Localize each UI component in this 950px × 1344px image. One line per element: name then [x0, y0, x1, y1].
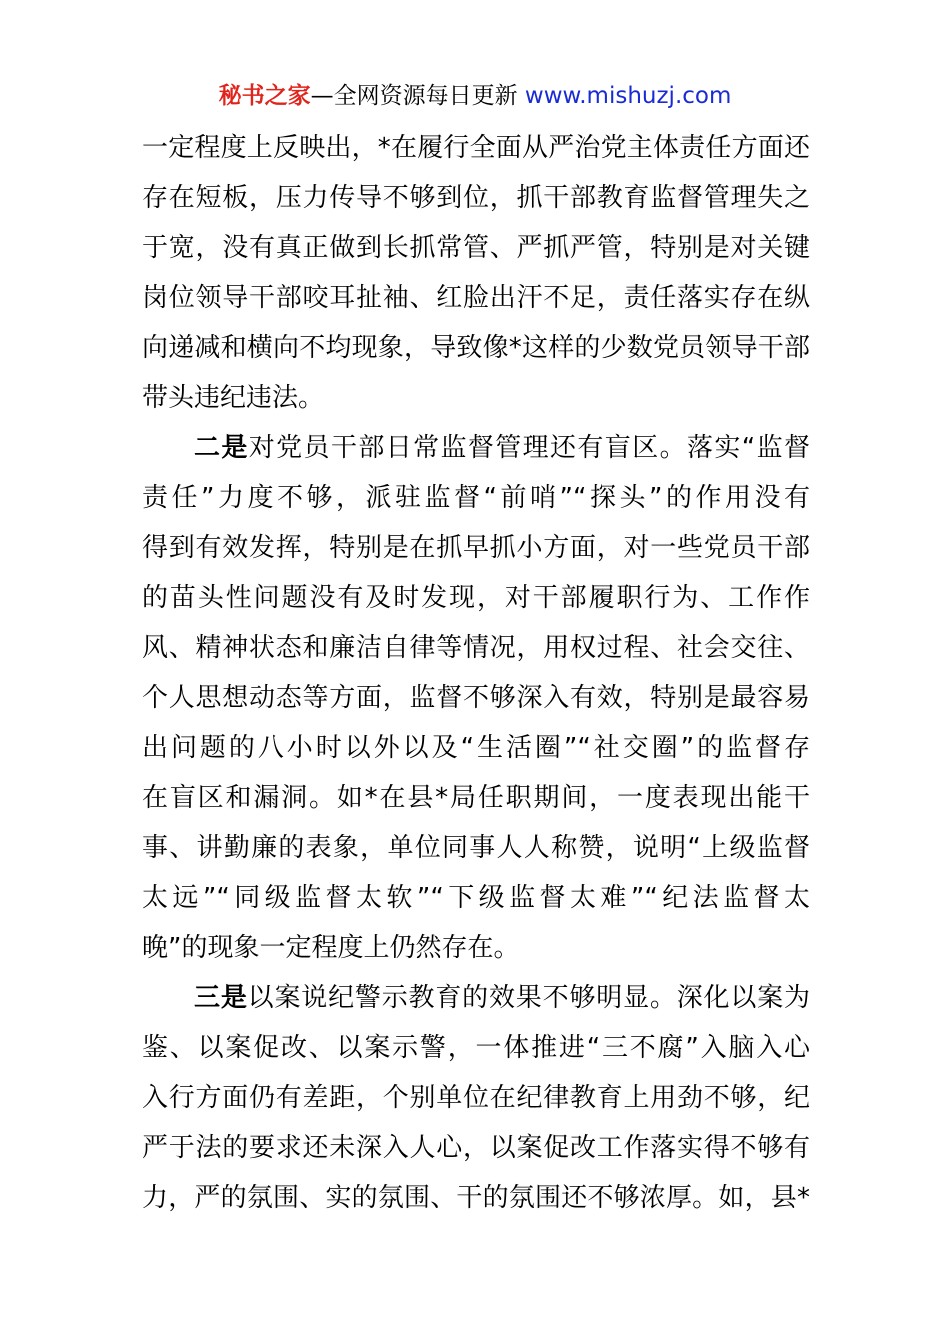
paragraph-2-line-4: 的苗头性问题没有及时发现，对干部履职行为、工作作	[142, 583, 810, 613]
paragraph-1-line-2: 存在短板，压力传导不够到位，抓干部教育监督管理失之	[142, 183, 810, 213]
paragraph-2-line-1	[142, 423, 810, 473]
paragraph-1-line-3: 于宽，没有真正做到长抓常管、严抓严管，特别是对关键	[142, 233, 810, 263]
paragraph-2-first-rest: 对党员干部日常监督管理还有盲区。落实“监督	[248, 433, 810, 463]
document-body	[142, 123, 810, 1223]
paragraph-1-line-1: 一定程度上反映出，*在履行全面从严治党主体责任方面还	[142, 133, 810, 163]
paragraph-3-line-4: 严于法的要求还未深入人心，以案促改工作落实得不够有	[142, 1133, 810, 1163]
header-brand: 秘书之家	[218, 83, 311, 109]
paragraph-1-line-4: 岗位领导干部咬耳扯袖、红脸出汗不足，责任落实存在纵	[142, 283, 810, 313]
paragraph-3-line-2: 鉴、以案促改、以案示警，一体推进“三不腐”入脑入心	[142, 1033, 810, 1063]
paragraph-3-line-3: 入行方面仍有差距，个别单位在纪律教育上用劲不够，纪	[142, 1083, 810, 1113]
paragraph-3-line-5: 力，严的氛围、实的氛围、干的氛围还不够浓厚。如，县*	[142, 1183, 810, 1213]
header-slogan: —全网资源每日更新	[310, 83, 518, 109]
page-header	[0, 80, 950, 112]
paragraph-2-line-2: 责任”力度不够，派驻监督“前哨”“探头”的作用没有	[142, 483, 810, 513]
paragraph-2-line-9: 事、讲勤廉的表象，单位同事人人称赞，说明“上级监督	[142, 833, 810, 863]
paragraph-3-line-1	[142, 973, 810, 1023]
paragraph-2-line-7: 出问题的八小时以外以及“生活圈”“社交圈”的监督存	[142, 733, 810, 763]
paragraph-1-line-6: 带头违纪违法。	[142, 383, 325, 413]
paragraph-2-line-10: 太远”“同级监督太软”“下级监督太难”“纪法监督太	[142, 883, 810, 913]
paragraph-2-line-11: 晚”的现象一定程度上仍然存在。	[142, 933, 520, 963]
header-url-link[interactable]: www.mishuzj.com	[524, 83, 732, 109]
paragraph-2-line-3: 得到有效发挥，特别是在抓早抓小方面，对一些党员干部	[142, 533, 810, 563]
paragraph-2-lead: 二是	[194, 433, 249, 463]
paragraph-3-first-rest: 以案说纪警示教育的效果不够明显。深化以案为	[247, 983, 810, 1013]
paragraph-2-line-8: 在盲区和漏洞。如*在县*局任职期间，一度表现出能干	[142, 783, 810, 813]
paragraph-2-line-6: 个人思想动态等方面，监督不够深入有效，特别是最容易	[142, 683, 810, 713]
paragraph-3-lead: 三是	[194, 983, 248, 1013]
paragraph-1-line-5: 向递减和横向不均现象，导致像*这样的少数党员领导干部	[142, 333, 810, 363]
paragraph-2-line-5: 风、精神状态和廉洁自律等情况，用权过程、社会交往、	[142, 633, 810, 663]
